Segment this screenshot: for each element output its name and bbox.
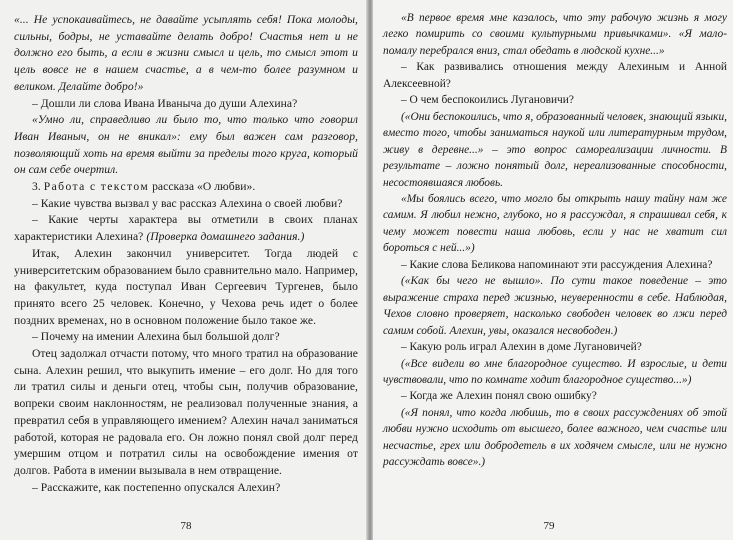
right-page-number: 79 (543, 520, 555, 532)
quote-when-you-love: («Я понял, что когда любишь, то в своих рассуждениях об этой любви нужно исходить от высшего, более важного, чем счастье или несчастье, грех или добродетель в их ходячем смысле, или не нужно рассуждать вовсе».) (383, 406, 727, 469)
question-belikov-words: – Какие слова Беликова напоминают эти рассуждения Алехина? (401, 258, 713, 271)
question-ivan-ivanych-words: – Дошли ли слова Ивана Иваныча до души Алехина? (32, 96, 298, 110)
question-feelings: – Какие чувства вызвал у вас рассказ Алехина о своей любви? (32, 196, 343, 210)
answer-alekhin-not-listening: «Умно ли, справедливо ли было то, что только что говорил Иван Иваныч, он не вникал»: ему был важен сам разговор, позволяющий хоть на время выйти за пределы того круга, который он сам себе очертил. (14, 113, 358, 177)
quote-working-life: «В первое время мне казалось, что эту рабочую жизнь я могу легко помирить со своими культурными привычками». «Я мало-помалу перебрался вниз, стал обедать в людской кухне...» (383, 12, 727, 57)
homework-check-note: (Проверка домашнего задания.) (146, 230, 305, 244)
chekhov-quote-do-good: «... Не успокаивайтесь, не давайте усыплять себя! Пока молоды, сильны, бодры, не уставайте делать добро! Счастья нет и не должно его быть, а если в жизни смысл и цель, то смысл этот и цель вовсе не в нашем счастье, а в чем-то более разумном и великом. Делайте добро!» (14, 13, 358, 93)
answer-whatever-happens: («Как бы чего не вышло». По сути такое поведение – это выражение страха перед жизнью, неуверенности в себе. Наблюдая, Чехов словно проверяет, насколько свободен человек во лжи перед самим собой. Алехин, увы, оказался несвободен.) (383, 275, 727, 337)
quote-fear-of-secret: «Мы боялись всего, что могло бы открыть нашу тайну нам же самим. Я любил нежно, глубоко, но я рассуждал, я спрашивал себя, к чему может повести наша любовь, если у нас не хватит сил бороться с ней...») (383, 192, 727, 255)
section-heading-text-work (14, 179, 358, 196)
right-page (373, 0, 733, 540)
quote-noble-being: («Все видели во мне благородное существо. И взрослые, и дети чувствовали, что по комнате ходит благородное существо...») (383, 357, 727, 386)
question-luganovichs-worry: – О чем беспокоились Лугановичи? (401, 94, 574, 107)
question-estate-debt: – Почему на имении Алехина был большой долг? (32, 330, 280, 344)
question-character-traits-text: – Какие черты характера вы отметили в своих планах характеристики Алехина? (14, 213, 358, 244)
question-understood-mistake: – Когда же Алехин понял свою ошибку? (401, 390, 597, 403)
section-title: рассказа «О любви». (152, 180, 256, 194)
paragraph-father-debt: Отец задолжал отчасти потому, что много тратил на образование сына. Алехин решил, что выкупить имение – его долг. Но для того ли тратил силы и деньги отец, чтобы сын, получив образование, вопреки своим наклонностям, не реализовал полученные знания, а превратил себя в управляющего имением? Алехин начал заниматься работой, которая не радовала его. Он ложно понял свой долг перед умершим отцом и потратил силы на освобождение имения от долгов. Работа в имении вызывала в нем отвращение. (14, 347, 358, 477)
question-relationship-anna: – Как развивались отношения между Алехиным и Анной Алексеевной? (383, 61, 727, 90)
section-label-spaced: Работа с текстом (43, 180, 150, 194)
paragraph-university: Итак, Алехин закончил университет. Тогда людей с университетским образованием было сравнительно мало. Например, на факультет, куда поступал Иван Сергеевич Тургенев, было принято всего 25 человек. Конечно, у Чехова речь идет о более поздних временах, но в основном положение было такое же. (14, 246, 358, 327)
question-character-traits (14, 212, 358, 245)
question-role-in-house: – Какую роль играл Алехин в доме Лугановичей? (401, 341, 642, 354)
section-number: 3. (32, 180, 41, 194)
question-decline: – Расскажите, как постепенно опускался Алехин? (32, 480, 281, 494)
left-page-number: 78 (180, 520, 192, 532)
answer-self-realization: («Они беспокоились, что я, образованный человек, знающий языки, вместо того, чтобы заниматься наукой или литературным трудом, живу в деревне...» – это вопрос самореализации личности. В результате – ложно понятый долг, нереализованные способности, несостоявшаяся любовь. (383, 110, 727, 189)
